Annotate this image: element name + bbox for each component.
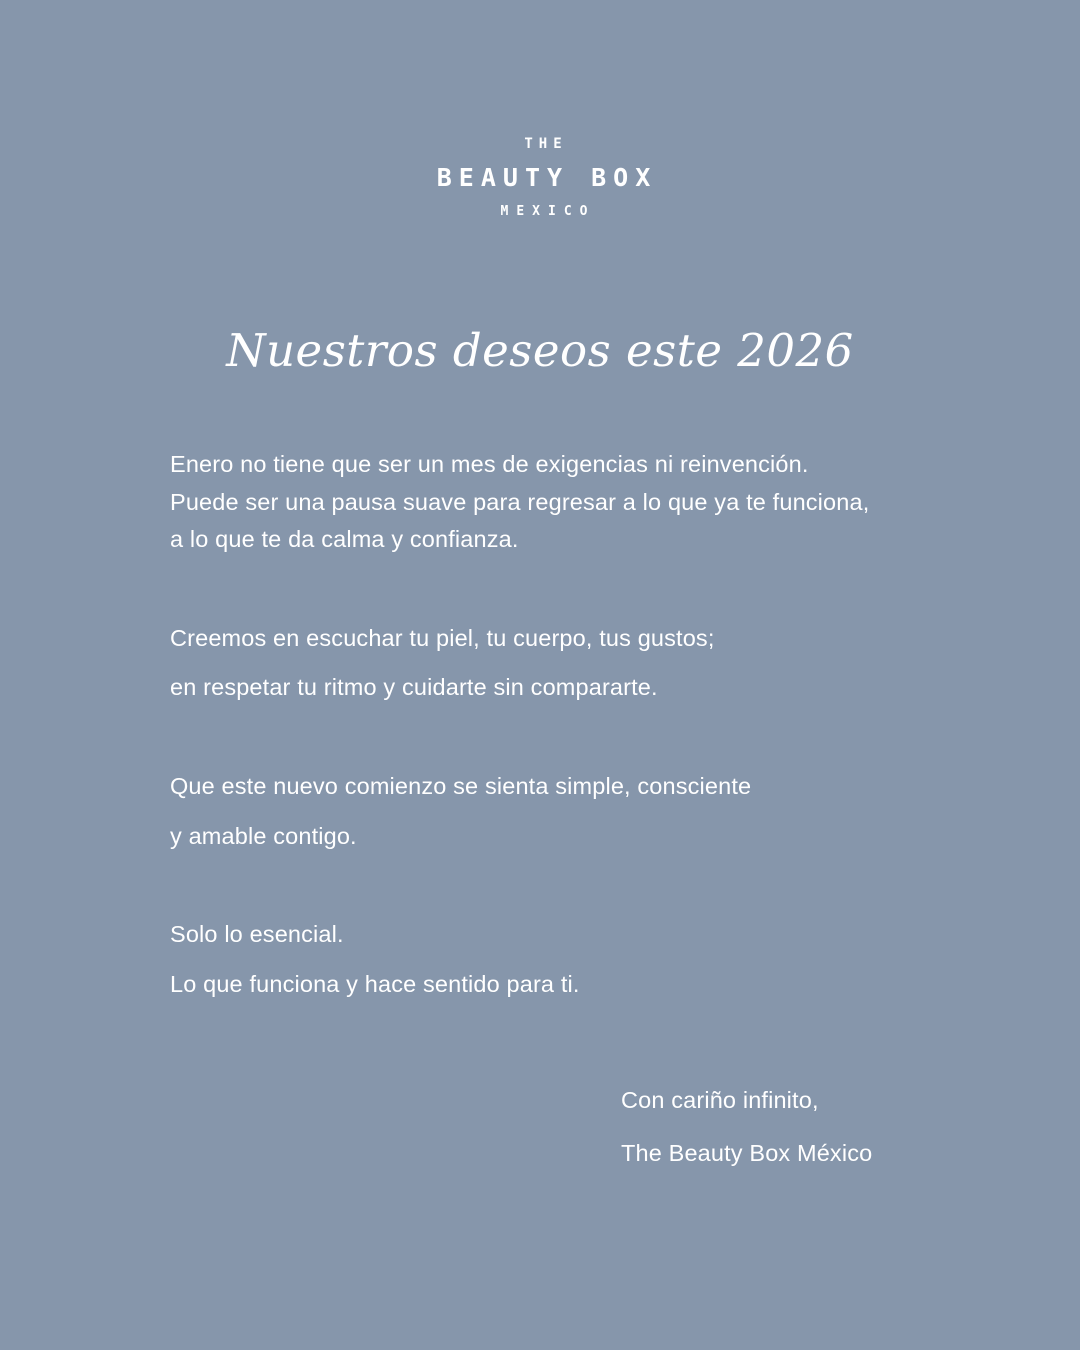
- paragraph-line: en respetar tu ritmo y cuidarte sin compararte.: [170, 674, 658, 700]
- paragraph-line: Puede ser una pausa suave para regresar a lo que ya te funciona,: [170, 489, 870, 515]
- paragraph-line: Lo que funciona y hace sentido para ti.: [170, 971, 580, 997]
- logo-brand-name: BEAUTY BOX: [436, 163, 658, 192]
- paragraph-line: Enero no tiene que ser un mes de exigencias ni reinvención.: [170, 451, 809, 477]
- paragraph-line: Creemos en escuchar tu piel, tu cuerpo, tus gustos;: [170, 625, 715, 651]
- paragraph-line: Que este nuevo comienzo se sienta simple, consciente: [170, 773, 752, 799]
- page-title: Nuestros deseos este 2026: [226, 324, 854, 377]
- logo-country-text: MEXICO: [500, 204, 596, 219]
- paragraph-line: Solo lo esencial.: [170, 921, 344, 947]
- signature-brand: The Beauty Box México: [621, 1140, 873, 1166]
- logo-the-text: THE: [524, 136, 568, 152]
- signature-closing: Con cariño infinito,: [621, 1087, 819, 1113]
- paragraph-line: y amable contigo.: [170, 823, 357, 849]
- paragraph-line: a lo que te da calma y confianza.: [170, 526, 519, 552]
